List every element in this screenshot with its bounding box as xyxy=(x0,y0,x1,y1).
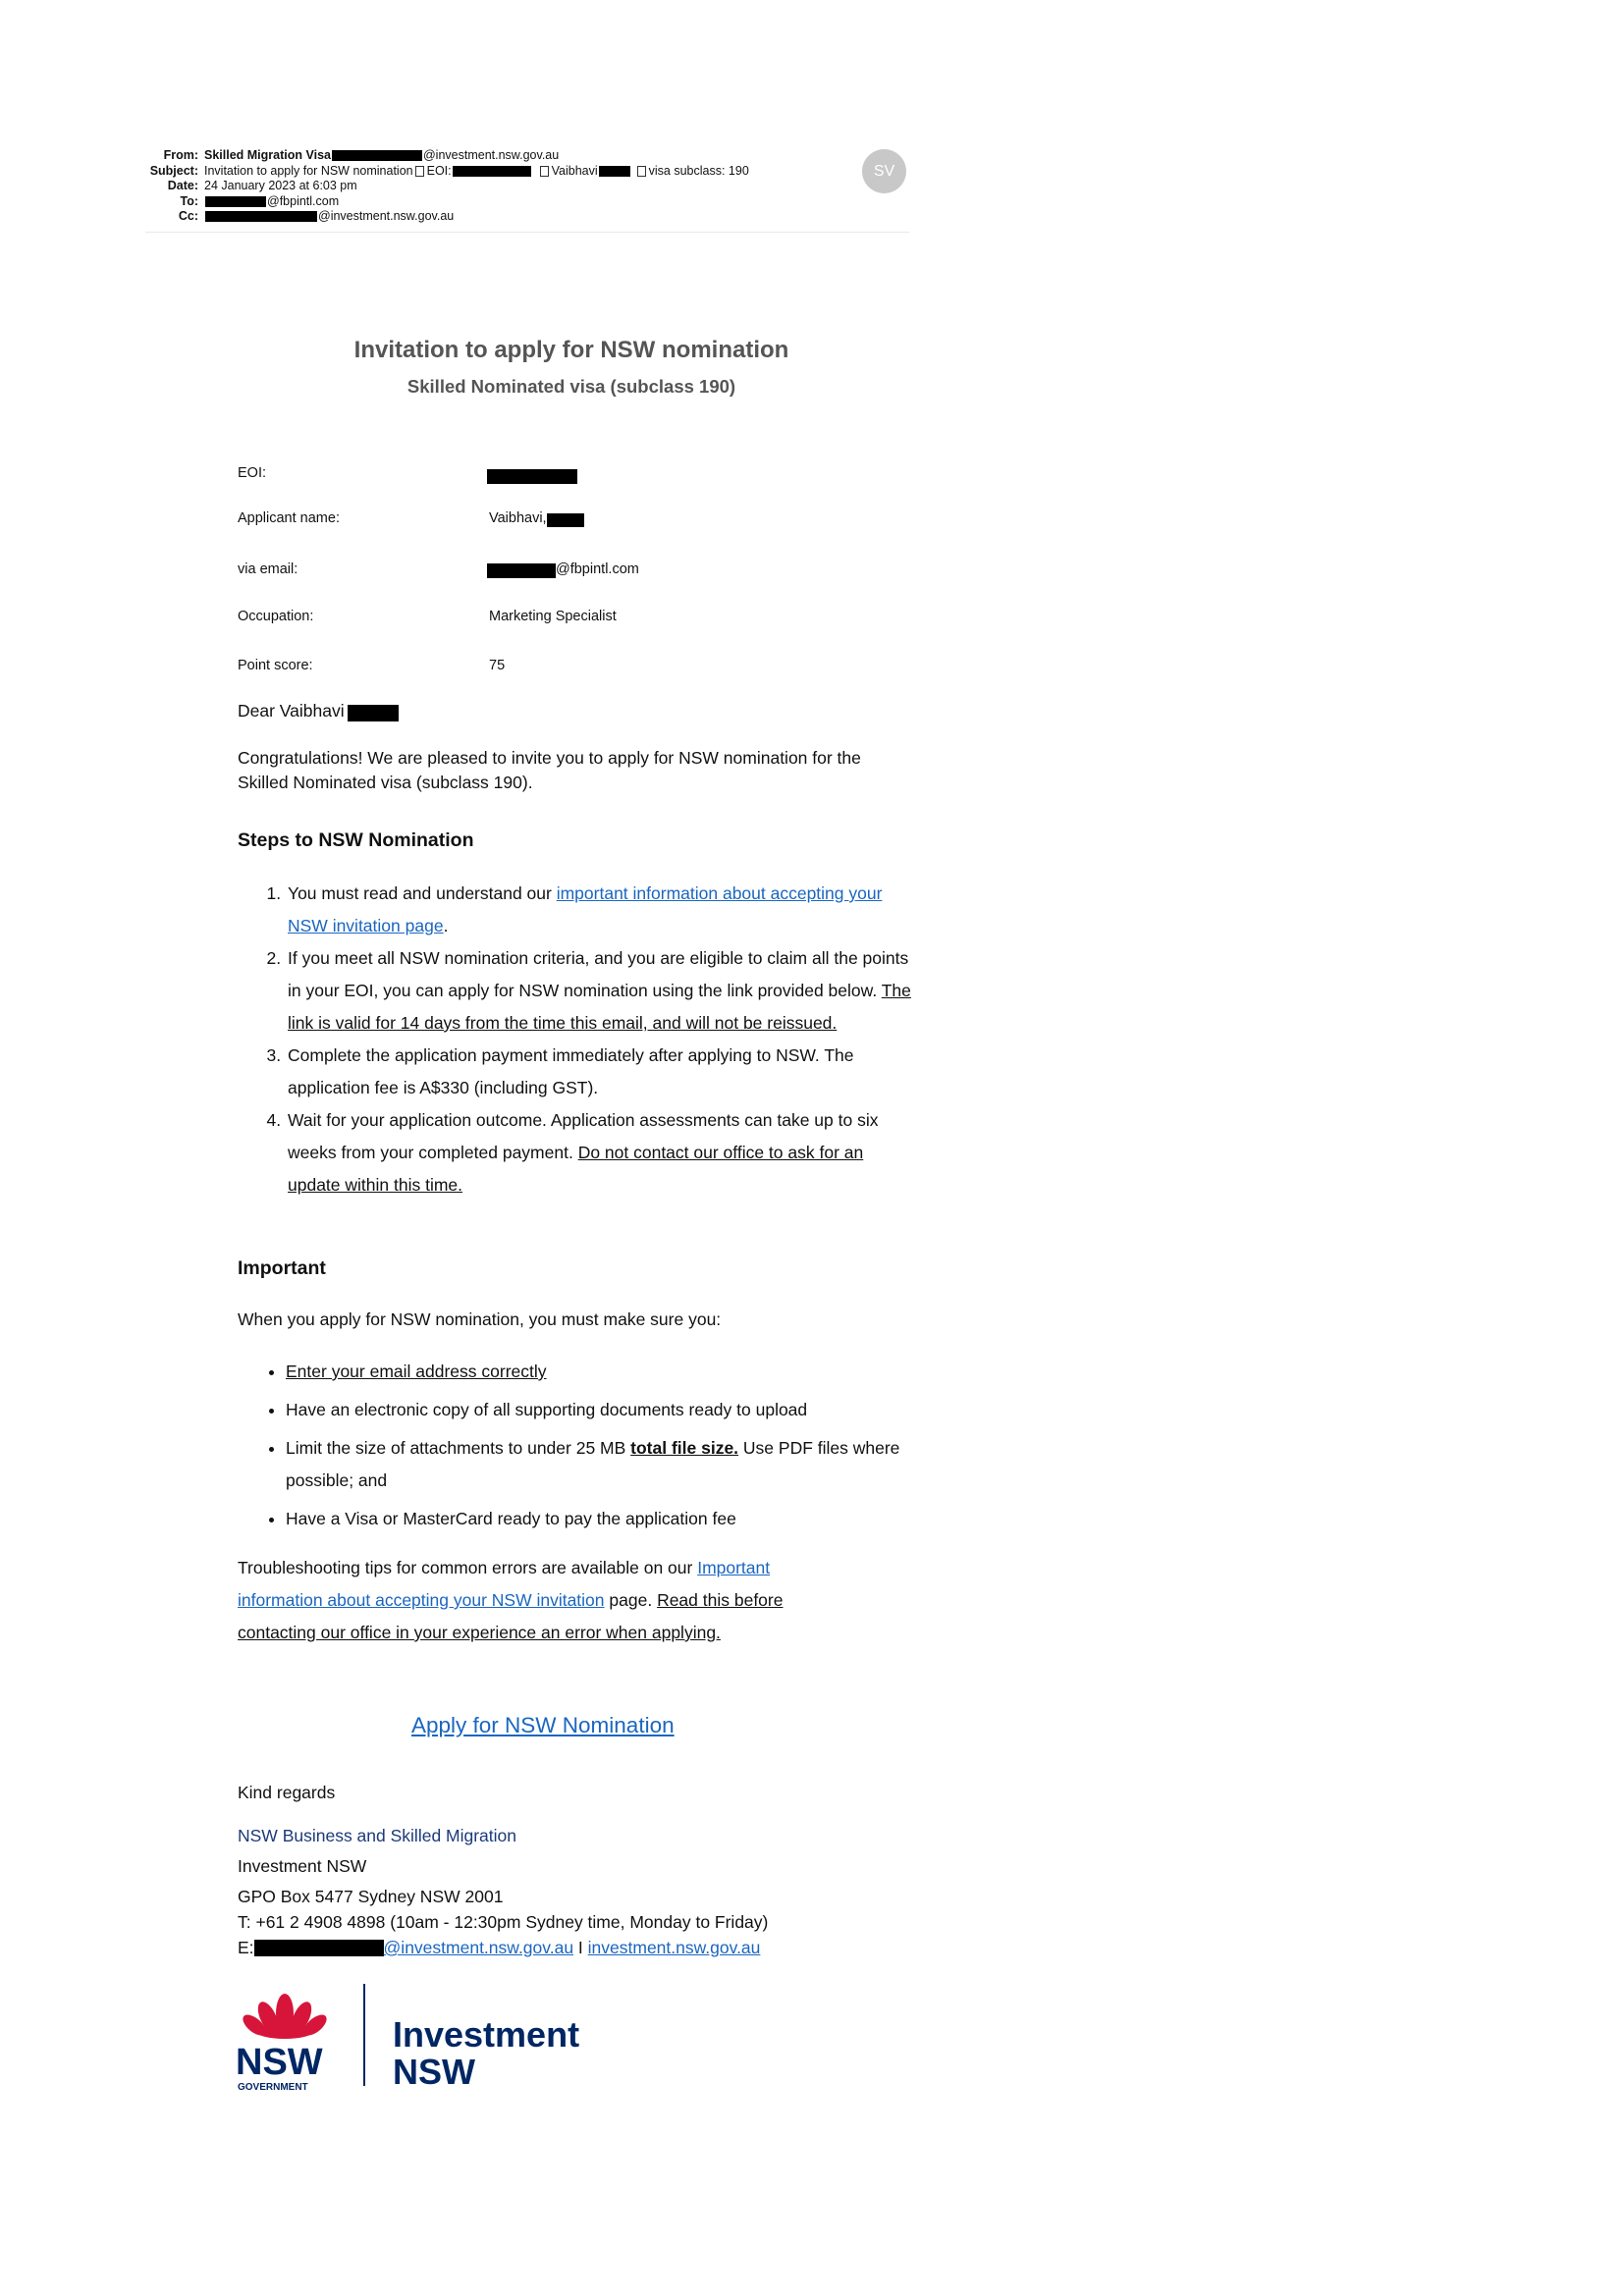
investment-nsw-logo xyxy=(236,1976,599,2094)
steps-list xyxy=(238,878,914,1201)
logo-nsw-line2: NSW xyxy=(393,2052,475,2092)
points-row xyxy=(238,658,505,673)
occupation-value: Marketing Specialist xyxy=(489,609,617,624)
redaction xyxy=(547,513,584,527)
logo-divider xyxy=(363,1984,365,2086)
redaction xyxy=(332,150,422,161)
date-label: Date: xyxy=(167,179,198,192)
from-row xyxy=(137,148,908,164)
step-item: 3. Complete the application payment immediately after applying to NSW. The application fee is A$330 (including GST). xyxy=(286,1040,914,1104)
points-value: 75 xyxy=(489,658,506,673)
important-intro: When you apply for NSW nomination, you must make sure you: xyxy=(238,1309,722,1329)
step-item: 2. If you meet all NSW nomination criteria, and you are eligible to claim all the points in your EOI, you can apply for NSW nomination using the link provided below. The link is valid for 14 days from the time this email, and will not be reissued. xyxy=(286,942,914,1040)
email-row xyxy=(238,560,639,578)
unknown-glyph-icon xyxy=(415,166,424,177)
from-label: From: xyxy=(163,148,198,162)
applicant-row xyxy=(238,509,584,527)
eoi-row xyxy=(238,461,577,484)
redaction xyxy=(487,469,577,484)
list-item: • Enter your email address correctly xyxy=(286,1356,914,1388)
from-name: Skilled Migration Visa xyxy=(204,148,331,162)
step-item: 1. You must read and understand our important information about accepting your NSW invitation page. xyxy=(286,878,914,942)
subject-eoi: EOI: xyxy=(426,163,452,178)
apply-nomination-link[interactable]: Apply for NSW Nomination xyxy=(411,1713,675,1737)
occupation-label: Occupation: xyxy=(238,609,314,624)
intro-paragraph: Congratulations! We are pleased to invite you to apply for NSW nomination for the Skilled Nominated visa (subclass 190). xyxy=(238,748,861,792)
step-item: 4. Wait for your application outcome. Application assessments can take up to six weeks from your completed payment. Do not contact our office to ask for an update within this time. xyxy=(286,1104,914,1201)
redaction xyxy=(205,196,266,207)
important-info-link-2[interactable]: Important information about accepting your NSW invitation xyxy=(238,1558,771,1610)
subject-label: Subject: xyxy=(149,163,198,178)
cc-label: Cc: xyxy=(178,209,198,223)
list-item: • Have an electronic copy of all supporting documents ready to upload xyxy=(286,1394,914,1426)
signature-org: Investment NSW xyxy=(238,1856,367,1876)
redaction xyxy=(453,166,531,177)
signature-address: GPO Box 5477 Sydney NSW 2001 xyxy=(238,1887,504,1906)
to-label: To: xyxy=(180,193,198,208)
redaction xyxy=(599,166,630,177)
cc-domain: @investment.nsw.gov.au xyxy=(318,209,455,223)
important-heading: Important xyxy=(238,1257,326,1279)
page-subtitle: Skilled Nominated visa (subclass 190) xyxy=(406,376,736,397)
logo-government-text: GOVERNMENT xyxy=(238,2082,308,2093)
points-label: Point score: xyxy=(238,658,313,673)
steps-heading: Steps to NSW Nomination xyxy=(238,829,474,851)
to-domain: @fbpintl.com xyxy=(267,193,340,208)
eoi-label: EOI: xyxy=(238,464,267,481)
greeting xyxy=(238,699,399,723)
list-item: • Have a Visa or MasterCard ready to pay the application fee xyxy=(286,1503,914,1535)
unknown-glyph-icon xyxy=(637,166,646,177)
important-info-link[interactable]: important information about accepting your NSW invitation page xyxy=(288,883,883,935)
occupation-row xyxy=(238,609,617,624)
sender-avatar: SV xyxy=(862,149,906,193)
applicant-value: Vaibhavi, xyxy=(489,510,547,526)
date-row xyxy=(137,179,908,194)
logo-nsw-text: NSW xyxy=(236,2042,323,2083)
signature-team: NSW Business and Skilled Migration xyxy=(238,1826,517,1845)
to-row xyxy=(137,194,908,210)
list-item: • Limit the size of attachments to under 25 MB total file size. Use PDF files where possible; and xyxy=(286,1432,914,1497)
signature-phone: T: +61 2 4908 4898 (10am - 12:30pm Sydney time, Monday to Friday) xyxy=(238,1912,769,1932)
subject-name: Vaibhavi xyxy=(551,163,598,178)
subject-subclass: visa subclass: 190 xyxy=(648,163,749,178)
logo-investment-text: Investment xyxy=(393,2014,580,2055)
email-domain: @fbpintl.com xyxy=(556,561,639,577)
header-divider xyxy=(145,232,909,233)
email-link[interactable]: @investment.nsw.gov.au xyxy=(383,1938,574,1957)
redaction xyxy=(254,1940,384,1956)
email-header xyxy=(137,148,908,225)
date-value: 24 January 2023 at 6:03 pm xyxy=(204,179,357,192)
from-domain: @investment.nsw.gov.au xyxy=(422,148,560,162)
cc-row xyxy=(137,209,908,225)
applicant-label: Applicant name: xyxy=(238,510,340,526)
unknown-glyph-icon xyxy=(540,166,549,177)
redaction xyxy=(487,563,556,578)
redaction xyxy=(205,211,317,222)
waratah-icon xyxy=(240,1994,330,2039)
signature-email-row: E: @investment.nsw.gov.au I investment.nsw.gov.au xyxy=(238,1938,761,1957)
page-title: Invitation to apply for NSW nomination xyxy=(353,337,789,363)
website-link[interactable]: investment.nsw.gov.au xyxy=(587,1938,761,1957)
subject-row xyxy=(137,164,908,180)
email-label: via email: xyxy=(238,561,298,577)
important-list xyxy=(238,1356,914,1541)
greeting-text: Dear Vaibhavi xyxy=(238,701,345,721)
redaction xyxy=(348,705,399,721)
signoff: Kind regards xyxy=(238,1783,336,1802)
troubleshooting-paragraph: Troubleshooting tips for common errors are available on our Important information about accepting your NSW invitation page. Read this before contacting our office in your experience an error when applying. xyxy=(238,1558,784,1642)
subject-text: Invitation to apply for NSW nomination xyxy=(204,163,413,178)
